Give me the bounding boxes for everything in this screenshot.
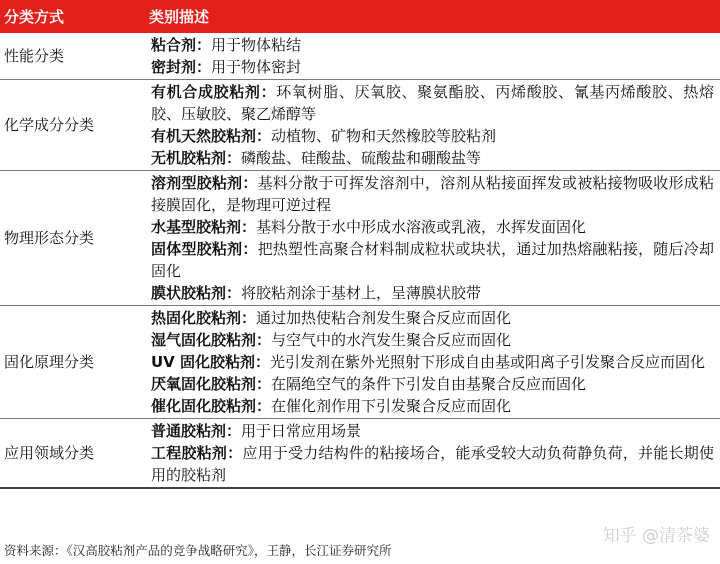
category-item	[151, 307, 714, 329]
category-term: 热固化胶粘剂	[151, 309, 242, 327]
category-item	[151, 351, 714, 373]
category-term: 膜状胶粘剂	[151, 284, 227, 302]
category-text: 基料分散于水中形成水溶液或乳液，水挥发面固化	[256, 218, 587, 236]
category-term: 湿气固化胶粘剂	[151, 331, 257, 349]
category-item	[151, 395, 714, 417]
term-separator: ：	[255, 353, 271, 371]
category-item	[151, 373, 714, 395]
term-separator: ：	[256, 127, 272, 145]
term-separator: ：	[196, 58, 212, 76]
category-term: UV 固化胶粘剂	[151, 353, 256, 371]
category-text: 将胶粘剂涂于基材上，呈薄膜状胶带	[241, 284, 482, 302]
term-separator: ：	[227, 444, 243, 462]
category-descriptions	[143, 33, 720, 80]
category-text: 光引发剂在紫外光照射下形成自由基或阳离子引发聚合反应而固化	[270, 353, 706, 371]
table-row-chemical	[0, 80, 720, 171]
category-term: 无机胶粘剂	[151, 149, 227, 167]
category-term: 粘合剂	[151, 36, 197, 54]
category-text: 用于日常应用场景	[241, 422, 362, 440]
term-separator: ：	[242, 174, 258, 192]
category-item	[151, 420, 714, 442]
table-row-physical-form	[0, 171, 720, 306]
header-description: 类别描述	[143, 0, 720, 33]
term-separator: ：	[260, 83, 277, 101]
category-item	[151, 56, 714, 78]
term-separator: ：	[256, 331, 272, 349]
watermark: 知乎 @清茶婆	[602, 526, 710, 546]
table-row-performance	[0, 33, 720, 80]
classification-method: 固化原理分类	[0, 306, 143, 419]
category-term: 普通胶粘剂	[151, 422, 227, 440]
term-separator: ：	[196, 36, 212, 54]
category-item	[151, 34, 714, 56]
source-note: 资料来源：《汉高胶粘剂产品的竞争战略研究》，王静，长江证券研究所	[4, 543, 392, 558]
category-text: 磷酸盐、硅酸盐、硫酸盐和硼酸盐等	[241, 149, 482, 167]
category-descriptions	[143, 171, 720, 306]
category-term: 有机天然胶粘剂	[151, 127, 257, 145]
category-term: 有机合成胶粘剂	[151, 83, 261, 101]
category-descriptions	[143, 306, 720, 419]
category-text: 基料分散于可挥发溶剂中，溶剂从粘接面挥发或被粘接物吸收形成粘接膜固化，是物理可逆过程	[151, 174, 714, 214]
category-term: 催化固化胶粘剂	[151, 397, 257, 415]
category-term: 密封剂	[151, 58, 197, 76]
term-separator: ：	[226, 149, 242, 167]
term-separator: ：	[226, 284, 242, 302]
category-text: 与空气中的水汽发生聚合反应而固化	[271, 331, 512, 349]
term-separator: ：	[241, 309, 257, 327]
category-item	[151, 216, 714, 238]
category-text: 在隔绝空气的条件下引发自由基聚合反应而固化	[271, 375, 587, 393]
category-text: 通过加热使粘合剂发生聚合反应而固化	[256, 309, 512, 327]
category-text: 应用于受力结构件的粘接场合，能承受较大动负荷静负荷，并能长期使用的胶粘剂	[151, 444, 714, 484]
category-text: 用于物体粘结	[211, 36, 302, 54]
category-item	[151, 442, 714, 486]
table-row-application	[0, 419, 720, 489]
category-item	[151, 282, 714, 304]
category-text: 动植物、矿物和天然橡胶等胶粘剂	[271, 127, 497, 145]
table-header-row	[0, 0, 720, 33]
category-term: 厌氧固化胶粘剂	[151, 375, 257, 393]
category-term: 溶剂型胶粘剂	[151, 174, 243, 192]
category-item	[151, 172, 714, 216]
header-method: 分类方式	[0, 0, 143, 33]
category-descriptions	[143, 80, 720, 171]
category-text: 环氧树脂、厌氧胶、聚氨酯胶、丙烯酸胶、氰基丙烯酸胶、热熔胶、压敏胶、聚乙烯醇等	[151, 83, 714, 123]
classification-method: 性能分类	[0, 33, 143, 80]
term-separator: ：	[256, 397, 272, 415]
table-row-curing	[0, 306, 720, 419]
category-descriptions	[143, 419, 720, 489]
category-text: 用于物体密封	[211, 58, 302, 76]
category-item	[151, 238, 714, 282]
classification-method: 化学成分分类	[0, 80, 143, 171]
category-item	[151, 125, 714, 147]
category-item	[151, 147, 714, 169]
classification-method: 应用领域分类	[0, 419, 143, 489]
category-item	[151, 81, 714, 125]
category-item	[151, 329, 714, 351]
term-separator: ：	[242, 240, 258, 258]
category-term: 水基型胶粘剂	[151, 218, 242, 236]
category-term: 固体型胶粘剂	[151, 240, 243, 258]
category-term: 工程胶粘剂	[151, 444, 228, 462]
term-separator: ：	[226, 422, 242, 440]
term-separator: ：	[241, 218, 257, 236]
category-text: 在催化剂作用下引发聚合反应而固化	[271, 397, 512, 415]
classification-method: 物理形态分类	[0, 171, 143, 306]
category-text: 把热塑性高聚合材料制成粒状或块状，通过加热熔融粘接，随后冷却固化	[151, 240, 714, 280]
term-separator: ：	[256, 375, 272, 393]
